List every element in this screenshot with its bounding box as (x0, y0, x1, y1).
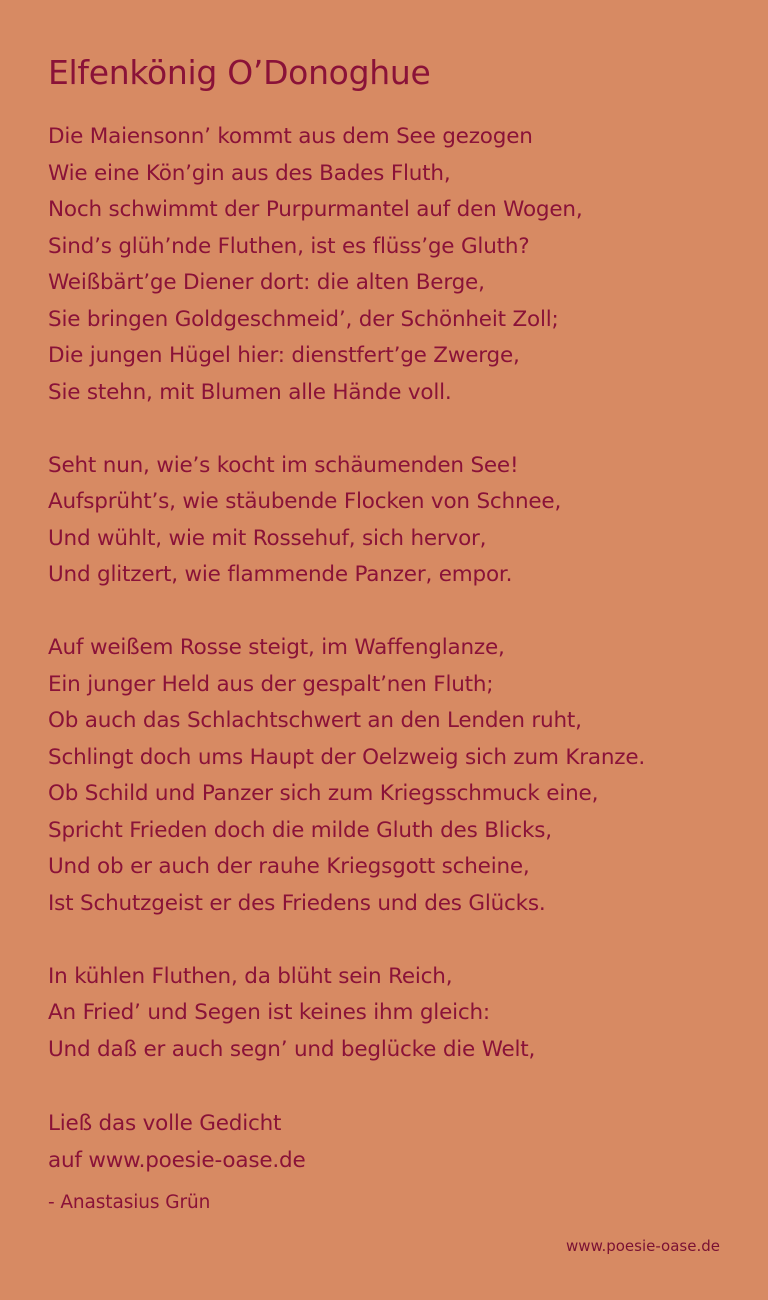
poem-line: Ein junger Held aus der gespalt’nen Fluth; (48, 671, 494, 697)
poem-line: Sind’s glüh’nde Fluthen, ist es flüss’ge Gluth? (48, 233, 530, 259)
poem-line: Und glitzert, wie flammende Panzer, empor. (48, 562, 513, 587)
poem-line: An Fried’ und Segen ist keines ihm gleich: (48, 1000, 490, 1025)
poem-line: In kühlen Fluthen, da blüht sein Reich, (48, 963, 453, 989)
stanza-3 (48, 630, 748, 922)
poem-line: Die jungen Hügel hier: dienstfert’ge Zwerge, (48, 343, 520, 368)
read-more-line: Ließ das volle Gedicht (48, 1111, 282, 1136)
poem-line: Sie stehn, mit Blumen alle Hände voll. (48, 379, 452, 405)
poem-line: Sie bringen Goldgeschmeid’, der Schönheit Zoll; (48, 306, 559, 332)
poem-line: Schlingt doch ums Haupt der Oelzweig sich zum Kranze. (48, 744, 646, 770)
author-credit: - Anastasius Grün (48, 1192, 211, 1213)
stanza-4 (48, 959, 748, 1069)
poem-line: Auf weißem Rosse steigt, im Waffenglanze, (48, 635, 505, 660)
poem-line: Wie eine Kön’gin aus des Bades Fluth, (48, 160, 451, 186)
poem-line: Spricht Frieden doch die milde Gluth des Blicks, (48, 817, 552, 843)
stanza-1 (48, 119, 748, 411)
read-more-link-line: auf www.poesie-oase.de (48, 1148, 306, 1173)
poem-title: Elfenkönig O’Donoghue (48, 53, 431, 92)
read-more-note (48, 1105, 305, 1179)
poem-line: Und daß er auch segn’ und beglücke die Welt, (48, 1036, 536, 1062)
stanza-2 (48, 448, 748, 594)
poem-line: Und wühlt, wie mit Rossehuf, sich hervor, (48, 525, 487, 551)
poem-line: Noch schwimmt der Purpurmantel auf den Wogen, (48, 197, 583, 222)
poem-line: Die Maiensonn’ kommt aus dem See gezogen (48, 124, 533, 149)
poem-line: Ob Schild und Panzer sich zum Kriegsschmuck eine, (48, 781, 599, 806)
poem-body (48, 119, 748, 1105)
poem-line: Weißbärt’ge Diener dort: die alten Berge, (48, 270, 485, 295)
poem-line: Und ob er auch der rauhe Kriegsgott scheine, (48, 854, 530, 879)
poem-line: Ist Schutzgeist er des Friedens und des Glücks. (48, 890, 546, 916)
poem-line: Ob auch das Schlachtschwert an den Lenden ruht, (48, 708, 582, 733)
footer-website: www.poesie-oase.de (566, 1237, 720, 1255)
poem-line: Seht nun, wie’s kocht im schäumenden See! (48, 452, 519, 478)
poem-line: Aufsprüht’s, wie stäubende Flocken von Schnee, (48, 489, 562, 514)
